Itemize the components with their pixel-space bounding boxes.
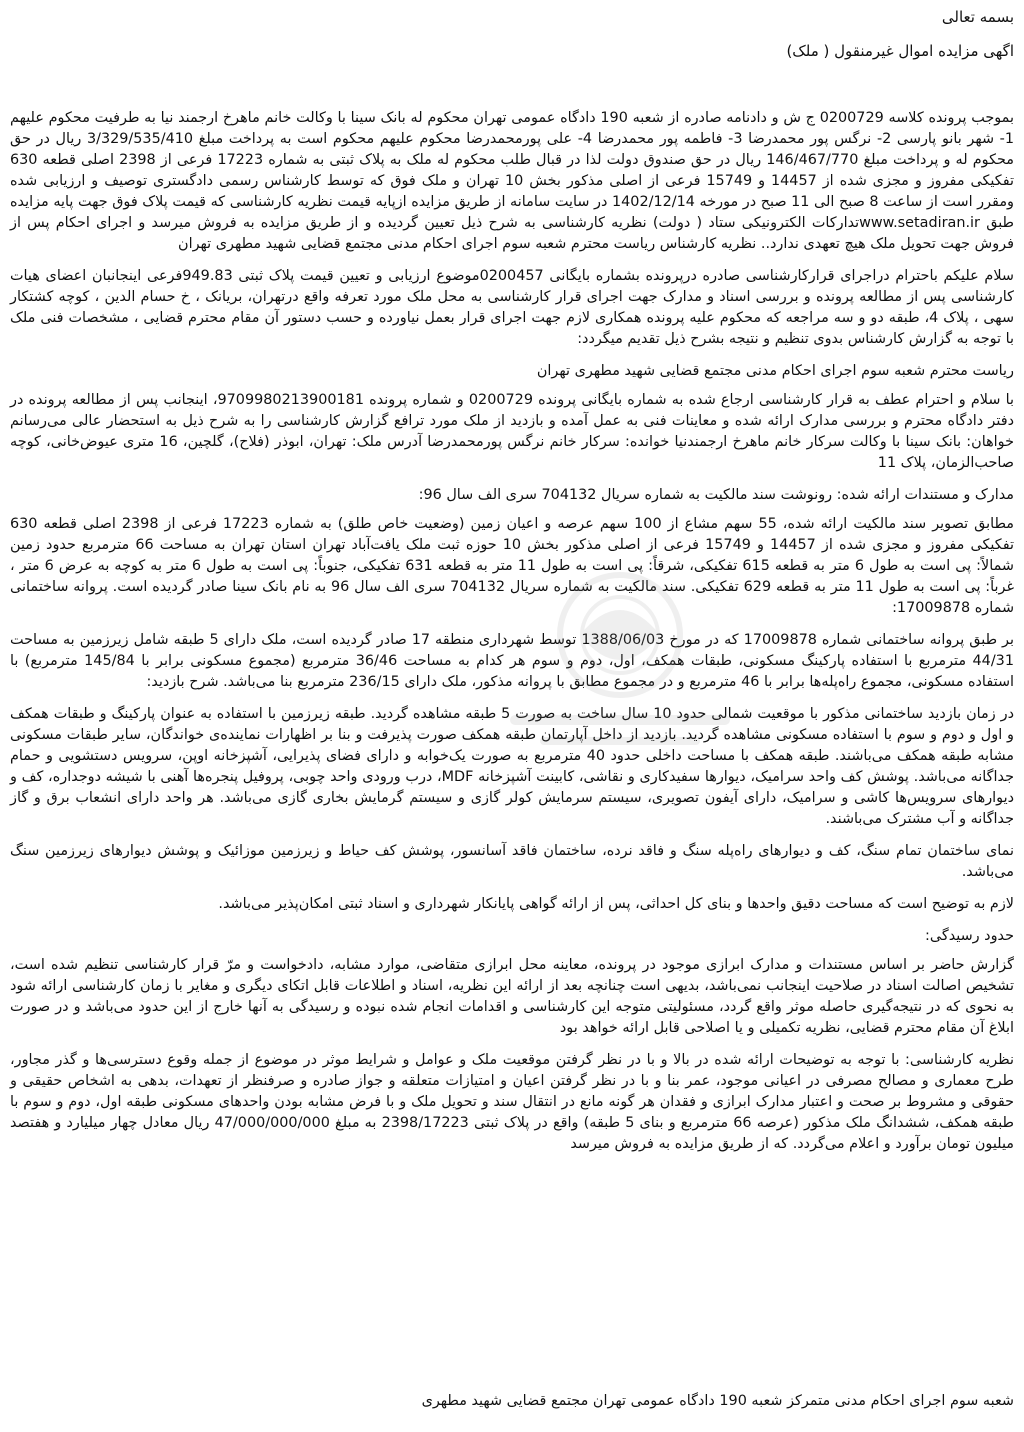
paragraph-permit: بر طبق پروانه ساختمانی شماره 17009878 که در مورخ 1388/06/03 توسط شهرداری منطقه 17 صادر گردیده است، ملک دارای 5 طبقه شامل زیرزمین به مساحت 44/31 مترمربع با استفاده پارکینگ مسکونی، طبقات همکف، اول، دوم و سوم هر کدام به مساحت 36/46 مترمربع (مجموع مسکونی برابر با 145/84 مترمربع) با استفاده مسکونی، مجموع راه‌پله‌ها برابر با 46 مترمربع و در مجموع مطابق با پروانه مذکور، ملک دارای 236/15 مترمربع بنا می‌باشد. شرح بازدید: xyxy=(10,632,1014,690)
paragraph-addressee: ریاست محترم شعبه سوم اجرای احکام مدنی مجتمع قضایی شهید مطهری تهران xyxy=(536,363,1014,379)
footer-signature: شعبه سوم اجرای احکام مدنی متمرکز شعبه 190 دادگاه عمومی تهران مجتمع قضایی شهید مطهری xyxy=(421,1393,1014,1409)
notice-title: اگهی مزایده اموال غیرمنقول ( ملک) xyxy=(786,42,1014,60)
paragraph-case-summary: بموجب پرونده کلاسه 0200729 ج ش و دادنامه صادره از شعبه 190 دادگاه عمومی تهران محکوم له بانک سینا با وکالت خانم ماهرخ ارجمند نیا به طرفیت محکوم علیهم 1- شهر بانو پارسی 2- نرگس پور محمدرضا 3- فاطمه پور محمدرضا 4- علی پورمحمدرضا محکوم علیهم محکوم است به پرداخت مبلغ 3/329/535/410 ریال در حق محکوم له و پرداخت مبلغ 146/467/770 ریال در حق صندوق دولت لذا در قبال طلب محکوم له ملک به پلاک ثبتی به شماره 17223 فرعی از 2398 اصلی قطعه 630 تفکیکی مفروز و مجزی شده از 14457 و 15749 فرعی از اصلی مذکور بخش 10 تهران و ملک فوق که توسط کارشناس رسمی دادگستری توصیف و ارزیابی شده ومقرر است از ساعت 8 صبح الی 11 صبح در مورخه 1402/12/14 در سایت سامانه از طریق مزایده ازپایه قیمت نظریه کارشناسی که قیمت پلاک فوق جهت پایه مزایده طبق www.setadiran.irتدارکات الکترونیکی ستاد ( دولت) نظریه کارشناسی به شرح ذیل تعیین گردیده و از طریق مزایده به فروش میرسد و اجرای احکام پس از فروش جهت تحویل ملک هیچ تعهدی ندارد.. نظریه کارشناس ریاست محترم شعبه سوم اجرای احکام مدنی مجتمع قضایی شهید مطهری تهران xyxy=(10,110,1015,252)
paragraph-scope: گزارش حاضر بر اساس مستندات و مدارک ابرازی موجود در پرونده، معاینه محل ابرازی متقاضی، موارد مشابه، دادخواست و مرّ قرار کارشناسی تنظیم شده است، تشخیص اصالت اسناد در صلاحیت اینجانب نمی‌باشد، بدیهی است چنانچه بعد از ارائه این نظریه، اسناد و اطلاعات قابل اتکای دیگری و مغایر با زمان کارشناسی ارائه شود به نحوی که در نتیجه‌گیری حاصله موثر واقع گردد، مسئولیتی متوجه این کارشناسی و اقدامات انجام شده نبوده و رسیدگی به آنها خارج از این حدود می‌باشد و در صورت ابلاغ آن مقام محترم قضایی، نظریه تکمیلی و یا اصلاحی قابل ارائه خواهد بود xyxy=(10,957,1014,1036)
paragraph-expert-opinion: نظریه کارشناسی: با توجه به توضیحات ارائه شده در بالا و با در نظر گرفتن موقعیت ملک و عوامل و شرایط موثر در موضوع از جمله وقوع دسترسی‌ها و گذر مجاور، طرح معماری و مصالح مصرفی در اعیانی موجود، عمر بنا و با در نظر گرفتن اعیان و امتیازات متعلقه و جواز صادره و صرفنظر از تعهدات، بدهی به اشخاص حقیقی و حقوقی و مشروط بر صحت و اعتبار مدارک ابرازی و فقدان هر گونه مانع در انتقال سند و تحویل ملک و با فرض مشابه بودن واحدهای مسکونی طبقه اول، دوم و سوم با طبقه همکف، ششدانگ ملک مذکور (عرصه 66 مترمربع و بنای 5 طبقه) واقع در پلاک ثبتی 2398/17223 به مبلغ 47/000/000/000 ریال معادل چهار میلیارد و هفتصد میلیون تومان برآورد و اعلام می‌گردد. که از طریق مزایده به فروش میرسد xyxy=(10,1052,1015,1152)
paragraph-deed: مطابق تصویر سند مالکیت ارائه شده، 55 سهم مشاع از 100 سهم عرصه و اعیان زمین (وضعیت خاص طلق) به شماره 17223 فرعی از 2398 اصلی قطعه 630 تفکیکی مفروز و مجزی شده از 14457 و 15749 فرعی از اصلی مذکور بخش 10 حوزه ثبت ملک یافت‌آباد تهران استان تهران به مساحت 66 مترمربع حدود زمین شمالاً: پی است به طول 6 متر به قطعه 615 تفکیکی، شرقاً: پی است به طول 11 متر به قطعه 631 تفکیکی، جنوباً: پی است به طول 6 متر به کوچه به عرض 6 متر ، غرباً: پی است به طول 11 متر به قطعه 629 تفکیکی. سند مالکیت به شماره سریال 704132 سری الف سال 96 به نام بانک سینا صادر گردیده است. پروانه ساختمانی شماره 17009878: xyxy=(10,516,1015,616)
paragraph-scope-heading: حدود رسیدگی: xyxy=(925,928,1014,944)
paragraph-expert-greeting: سلام علیکم باحترام دراجرای قرارکارشناسی صادره درپرونده بشماره بایگانی 0200457موضوع ارزیابی و تعیین قیمت پلاک ثبتی 949.83فرعی اینجانبان اعضای هیات کارشناسی پس از مطالعه پرونده و بررسی اسناد و مدارک جهت اجرای قرار کارشناسی به محل ملک مورد تعرفه واقع درتهران، بریانک ، خ حسام الدین ، کوچه کشتکار سهی ، پلاک 4، طبقه دو و سه مراجعه که محکوم علیه پرونده همکاری لازم جهت اجرای قرار بعمل نیاورده و حسب دستور آن مقام محترم قضایی ، مشخصات فنی ملک با توجه به گزارش کارشناس بدوی تنظیم و نتیجه بشرح ذیل تقدیم میگردد: xyxy=(10,268,1015,347)
paragraph-note: لازم به توضیح است که مساحت دقیق واحدها و بنای کل احداثی، پس از ارائه گواهی پایانکار شهرداری و اسناد ثبتی امکان‌پذیر می‌باشد. xyxy=(218,896,1014,912)
paragraph-referral: با سلام و احترام عطف به قرار کارشناسی ارجاع شده به شماره بایگانی پرونده 0200729 و شماره پرونده 9709980213900181، اینجانب پس از مطالعه پرونده در دفتر دادگاه محترم و بررسی مدارک ارائه شده و معاینات فنی به عمل آمده و بازدید از ملک مورد ترافع گزارش کارشناسی را به شرح ذیل به استحضار عالی می‌رسانم خواهان: بانک سینا با وکالت سرکار خانم ماهرخ ارجمندنیا خوانده: سرکار خانم نرگس پورمحمدرضا آدرس ملک: تهران، ابوذر (فلاح)، گلچین، 16 متری عیوض‌خانی، کوچه صاحب‌الزمان، پلاک 11 xyxy=(10,392,1015,471)
paragraph-documents: مدارک و مستندات ارائه شده: رونوشت سند مالکیت به شماره سریال 704132 سری الف سال 96: xyxy=(418,487,1014,503)
paragraph-inspection: در زمان بازدید ساختمانی مذکور با موقعیت شمالی حدود 10 سال ساخت به صورت 5 طبقه مشاهده گردید. طبقه زیرزمین با استفاده به عنوان پارکینگ و طبقات همکف و اول و دوم و سوم با استفاده مسکونی مشاهده گردید. بازدید از داخل آپارتمان طبقه همکف صورت پذیرفت و بنا بر اظهارات نماینده‌ی خواندگان، سایر طبقات مسکونی مشابه طبقه همکف می‌باشند. طبقه همکف با مساحت داخلی حدود 40 مترمربع به صورت یک‌خوابه و دارای فضای پذیرایی، آشپزخانه اوپن، سرویس دستشویی و حمام جداگانه می‌باشد. پوشش کف واحد سرامیک، دیوارها سفیدکاری و نقاشی، کابینت آشپزخانه MDF، درب ورودی واحد چوبی، پروفیل پنجره‌ها آهنی با شیشه دوجداره، کف و دیوارهای سرویس‌ها کاشی و سرامیک، دارای آیفون تصویری، سیستم سرمایش کولر گازی و سیستم گرمایش بخاری گازی می‌باشد. هر واحد دارای انشعاب برق و گاز جداگانه و آب مشترک می‌باشند. xyxy=(10,706,1014,827)
header-bismillah: بسمه تعالی xyxy=(941,8,1014,26)
notice-body xyxy=(10,108,1014,1155)
paragraph-facade: نمای ساختمان تمام سنگ، کف و دیوارهای راه‌پله سنگ و فاقد نرده، ساختمان فاقد آسانسور، پوشش کف حیاط و زیرزمین موزائیک و پوشش دیوارهای زیرزمین سنگ می‌باشد. xyxy=(10,843,1014,880)
